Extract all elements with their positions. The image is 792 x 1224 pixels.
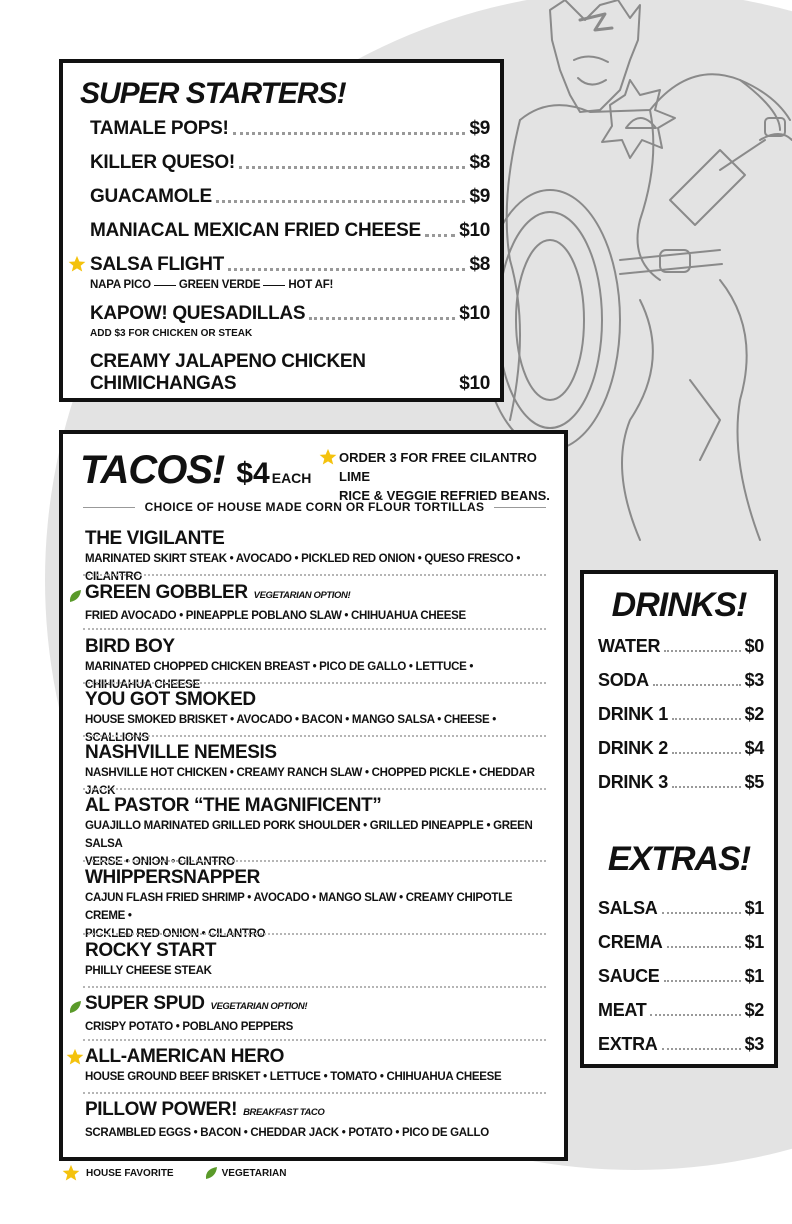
divider: [83, 788, 546, 790]
taco-item: [85, 940, 542, 980]
drink-name: DRINK 3: [598, 772, 668, 792]
tacos-price: $4: [236, 457, 270, 490]
extra-price: $1: [744, 966, 764, 986]
extras-title: EXTRAS!: [607, 840, 751, 878]
star-icon: [68, 255, 86, 273]
dot-leader: [233, 132, 466, 135]
starter-price: $10: [459, 303, 490, 324]
taco-desc: MARINATED SKIRT STEAK • AVOCADO • PICKLED RED ONION • QUESO FRESCO • CILANTRO: [85, 553, 521, 583]
drink-row: [598, 772, 764, 793]
divider: [83, 1092, 546, 1094]
taco-name: THE VIGILANTE: [85, 528, 225, 549]
taco-desc: CRISPY POTATO • POBLANO PEPPERS: [85, 1021, 293, 1033]
taco-desc: PHILLY CHEESE STEAK: [85, 965, 212, 977]
dot-leader: [664, 980, 741, 982]
drink-price: $0: [744, 636, 764, 656]
divider: [83, 574, 546, 576]
drink-row: [598, 670, 764, 691]
tacos-promo: [339, 448, 564, 505]
extra-price: $3: [744, 1034, 764, 1054]
taco-name: ROCKY START: [85, 940, 217, 961]
taco-item: [85, 867, 542, 943]
dot-leader: [664, 650, 740, 652]
taco-name: WHIPPERSNAPPER: [85, 867, 260, 888]
starter-price: $8: [469, 152, 490, 173]
taco-desc: MARINATED CHOPPED CHICKEN BREAST • PICO DE GALLO • LETTUCE • CHIHUAHUA CHEESE: [85, 661, 474, 691]
salsa-option: HOT AF!: [288, 279, 334, 291]
divider: [83, 628, 546, 630]
starters-box: [59, 59, 504, 402]
star-icon: [62, 1164, 80, 1182]
extra-row: [598, 1034, 764, 1055]
dot-leader: [309, 317, 455, 320]
taco-name: SUPER SPUD: [85, 993, 205, 1014]
taco-name: YOU GOT SMOKED: [85, 689, 256, 710]
taco-item: [85, 528, 542, 586]
taco-desc: GUAJILLO MARINATED GRILLED PORK SHOULDER • GRILLED PINEAPPLE • GREEN SALSA: [85, 820, 533, 850]
dot-leader: [239, 166, 466, 169]
dot-leader: [653, 684, 741, 686]
starter-row: [90, 351, 490, 395]
starter-name: TAMALE POPS!: [90, 118, 229, 139]
dot-leader: [672, 718, 741, 720]
taco-item: [85, 1099, 542, 1142]
taco-name-row: [85, 1099, 542, 1124]
starter-name: SALSA FLIGHT: [90, 254, 224, 275]
quesadilla-note: ADD $3 FOR CHICKEN OR STEAK: [90, 328, 253, 339]
rule: [494, 507, 546, 508]
starter-price: $8: [469, 254, 490, 275]
leaf-icon: [68, 1000, 82, 1014]
starter-price: $10: [459, 373, 490, 394]
tortilla-note-row: [83, 500, 546, 514]
taco-desc: SCRAMBLED EGGS • BACON • CHEDDAR JACK • POTATO • PICO DE GALLO: [85, 1127, 489, 1139]
starter-name: CREAMY JALAPENO CHICKEN CHIMICHANGAS: [90, 351, 366, 394]
taco-item: [85, 582, 542, 625]
starter-row: [90, 186, 490, 208]
starter-row: [90, 254, 490, 276]
dash: [263, 285, 285, 286]
dot-leader: [662, 1048, 741, 1050]
drinks-title: DRINKS!: [611, 586, 747, 624]
taco-desc: HOUSE GROUND BEEF BRISKET • LETTUCE • TOMATO • CHIHUAHUA CHEESE: [85, 1071, 502, 1083]
taco-name: GREEN GOBBLER: [85, 582, 248, 603]
promo-line: ORDER 3 FOR FREE CILANTRO LIME: [339, 450, 537, 484]
starter-price: $10: [459, 220, 490, 241]
tacos-box: [59, 430, 568, 1161]
extra-name: MEAT: [598, 1000, 647, 1020]
promo-line: RICE & VEGGIE REFRIED BEANS.: [339, 488, 550, 503]
starter-row: [90, 152, 490, 174]
drink-name: DRINK 1: [598, 704, 668, 724]
starter-row: [90, 118, 490, 140]
starters-title: SUPER STARTERS!: [80, 77, 346, 110]
tacos-header: [80, 448, 311, 493]
extra-row: [598, 966, 764, 987]
dot-leader: [228, 268, 465, 271]
extra-name: SALSA: [598, 898, 658, 918]
taco-desc: NASHVILLE HOT CHICKEN • CREAMY RANCH SLAW • CHOPPED PICKLE • CHEDDAR JACK: [85, 767, 535, 797]
taco-desc: FRIED AVOCADO • PINEAPPLE POBLANO SLAW • CHIHUAHUA CHEESE: [85, 610, 466, 622]
drink-name: DRINK 2: [598, 738, 668, 758]
starter-name: KILLER QUESO!: [90, 152, 235, 173]
dot-leader: [425, 234, 455, 237]
taco-item: [85, 689, 542, 747]
dot-leader: [650, 1014, 740, 1016]
extra-row: [598, 898, 764, 919]
drink-price: $3: [744, 670, 764, 690]
vegetarian-note: VEGETARIAN OPTION!: [253, 590, 351, 601]
taco-desc: CAJUN FLASH FRIED SHRIMP • AVOCADO • MANGO SLAW • CREAMY CHIPOTLE CREME •: [85, 892, 513, 922]
extra-price: $1: [744, 898, 764, 918]
drink-row: [598, 636, 764, 657]
starter-name: MANIACAL MEXICAN FRIED CHEESE: [90, 220, 421, 241]
divider: [83, 986, 546, 988]
salsa-option: GREEN VERDE: [178, 279, 261, 291]
extra-name: CREMA: [598, 932, 663, 952]
tacos-title: TACOS!: [80, 448, 225, 492]
taco-name: ALL-AMERICAN HERO: [85, 1046, 285, 1067]
starter-row: [90, 220, 490, 242]
extra-name: SAUCE: [598, 966, 660, 986]
taco-item: [85, 742, 542, 800]
divider: [83, 933, 546, 935]
star-icon: [66, 1048, 84, 1066]
drink-name: SODA: [598, 670, 649, 690]
taco-name: AL PASTOR “THE MAGNIFICENT”: [85, 795, 382, 816]
tortilla-note: CHOICE OF HOUSE MADE CORN OR FLOUR TORTILLAS: [144, 500, 485, 514]
divider: [83, 860, 546, 862]
dot-leader: [667, 946, 741, 948]
rule: [83, 507, 135, 508]
taco-item: [85, 993, 542, 1036]
starter-price: $9: [469, 118, 490, 139]
dot-leader: [672, 752, 741, 754]
extra-row: [598, 1000, 764, 1021]
starter-price: $9: [469, 186, 490, 207]
taco-item: [85, 1046, 542, 1086]
taco-name-row: [85, 582, 542, 607]
divider: [83, 1039, 546, 1041]
divider: [83, 682, 546, 684]
taco-desc: HOUSE SMOKED BRISKET • AVOCADO • BACON • MANGO SALSA • CHEESE • SCALLIONS: [85, 714, 497, 744]
tacos-price-unit: EACH: [271, 470, 312, 486]
starter-name: GUACAMOLE: [90, 186, 212, 207]
taco-name: NASHVILLE NEMESIS: [85, 742, 277, 763]
legend: [62, 1164, 286, 1182]
extra-price: $2: [744, 1000, 764, 1020]
starter-name: KAPOW! QUESADILLAS: [90, 303, 306, 324]
starter-row: [90, 303, 490, 325]
taco-desc: VERSE • ONION • CILANTRO: [85, 856, 235, 868]
taco-name: BIRD BOY: [85, 636, 175, 657]
drink-price: $4: [744, 738, 764, 758]
drink-price: $5: [744, 772, 764, 792]
extra-name: EXTRA: [598, 1034, 658, 1054]
taco-name: PILLOW POWER!: [85, 1099, 238, 1120]
drink-name: WATER: [598, 636, 661, 656]
dash: [154, 285, 176, 286]
extra-price: $1: [744, 932, 764, 952]
dot-leader: [662, 912, 741, 914]
dot-leader: [216, 200, 466, 203]
taco-name-row: [85, 993, 542, 1018]
taco-item: [85, 636, 542, 694]
divider: [83, 735, 546, 737]
vegetarian-note: VEGETARIAN OPTION!: [210, 1001, 308, 1012]
salsa-option: NAPA PICO: [90, 279, 151, 291]
leaf-icon: [68, 589, 82, 603]
drinks-extras-box: [580, 570, 778, 1068]
drink-price: $2: [744, 704, 764, 724]
salsa-options: [90, 279, 333, 291]
legend-favorite-label: HOUSE FAVORITE: [86, 1167, 174, 1179]
taco-tag: BREAKFAST TACO: [243, 1107, 325, 1118]
extra-row: [598, 932, 764, 953]
star-icon: [319, 448, 337, 466]
leaf-icon: [204, 1166, 218, 1180]
drink-row: [598, 704, 764, 725]
taco-desc: PICKLED RED ONION • CILANTRO: [85, 928, 266, 940]
legend-vegetarian-label: VEGETARIAN: [221, 1167, 287, 1179]
drink-row: [598, 738, 764, 759]
dot-leader: [672, 786, 741, 788]
